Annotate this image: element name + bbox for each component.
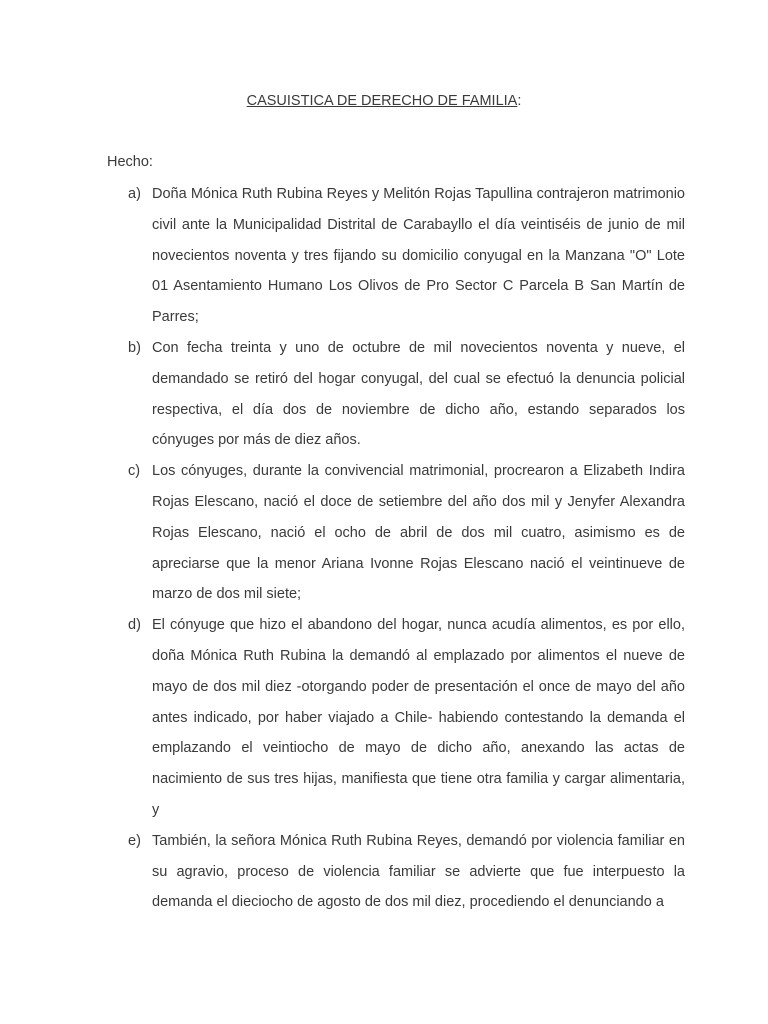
fact-item-a [128,179,685,333]
list-marker: a) [128,186,141,202]
document-title-text: CASUISTICA DE DERECHO DE FAMILIA [246,93,518,109]
fact-item-c [128,456,685,610]
section-label-hecho: Hecho: [107,154,153,170]
list-marker: e) [128,832,141,849]
fact-text: Los cónyuges, durante la convivencial matrimonial, procrearon a Elizabeth Indira Rojas Elescano, nació el doce de setiembre del año dos mil y Jenyfer Alexandra Rojas Elescano, nació el ocho de abril de dos mil cuatro, asimismo es de apreciarse que la menor Ariana Ivonne Rojas Elescano nació el veintinueve de marzo de dos mil siete; [152,463,685,603]
list-marker: d) [128,617,141,634]
facts-list [0,179,768,918]
fact-text: Doña Mónica Ruth Rubina Reyes y Melitón Rojas Tapullina contrajeron matrimonio civil ante la Municipalidad Distrital de Carabayllo el día veintiséis de junio de mil novecientos noventa y tres fijando su domicilio conyugal en la Manzana "O" Lote 01 Asentamiento Humano Los Olivos de Pro Sector C Parcela B San Martín de Parres; [152,186,685,326]
document-title [0,93,768,109]
list-marker: c) [128,463,141,480]
fact-text: También, la señora Mónica Ruth Rubina Reyes, demandó por violencia familiar en su agravio, proceso de violencia familiar se advierte que fue interpuesto la demanda el dieciocho de agosto de dos mil diez, procediendo el denunciando a [152,832,685,911]
document-title-suffix: : [517,93,522,109]
fact-text: Con fecha treinta y uno de octubre de mil novecientos noventa y nueve, el demandado se retiró del hogar conyugal, del cual se efectuó la denuncia policial respectiva, el día dos de noviembre de dicho año, estando separados los cónyuges por más de diez años. [152,339,685,449]
fact-item-d [128,610,685,826]
fact-item-b [128,333,685,456]
fact-item-e [128,826,685,918]
fact-text: El cónyuge que hizo el abandono del hogar, nunca acudía alimentos, es por ello, doña Mónica Ruth Rubina la demandó al emplazado por alimentos el nueve de mayo de dos mil diez -otorgando poder de presentación el once de mayo del año antes indicado, por haber viajado a Chile- habiendo contestando la demanda el emplazando el veintiocho de mayo de dicho año, anexando las actas de nacimiento de sus tres hijas, manifiesta que tiene otra familia y cargar alimentaria, y [152,617,685,818]
list-marker: b) [128,339,141,356]
